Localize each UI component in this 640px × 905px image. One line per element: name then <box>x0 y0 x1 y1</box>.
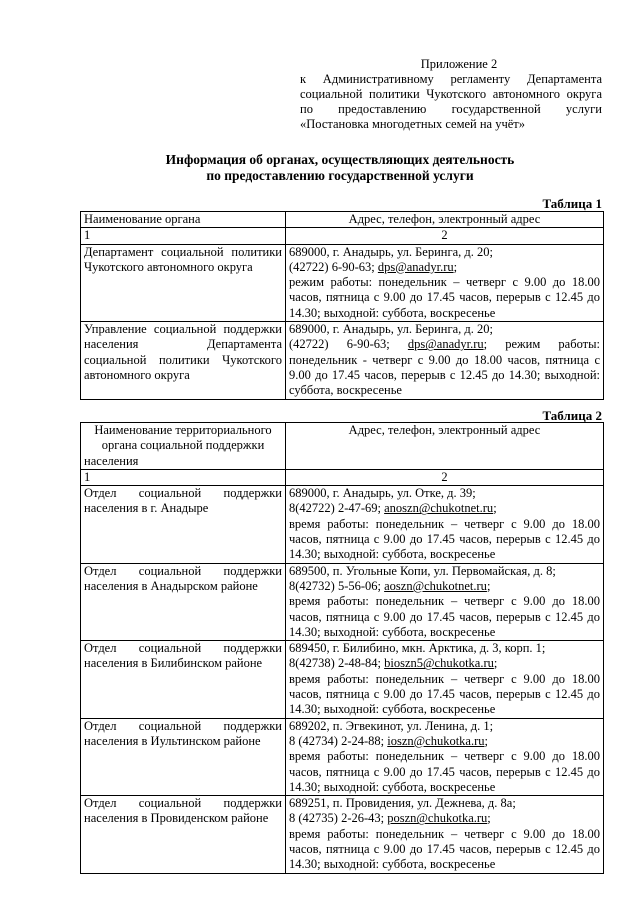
appendix-line: социальной политики Чукотского автономного округа <box>300 87 602 101</box>
organ-name: Отдел социальной поддержки населения в Билибинском районе <box>81 641 286 718</box>
table2-caption: Таблица 2 <box>542 408 602 423</box>
organ-contacts <box>286 563 604 640</box>
address: 689202, п. Эгвекинот, ул. Ленина, д. 1; <box>289 718 494 733</box>
table-header-row <box>81 212 604 228</box>
table-row <box>81 322 604 399</box>
column-header: Наименование территориального органа социальной поддержки населения <box>81 423 286 470</box>
column-header: Адрес, телефон, электронный адрес <box>286 423 604 470</box>
address: 689450, г. Билибино, мкн. Арктика, д. 3, корп. 1; <box>289 641 546 656</box>
email-link[interactable]: anoszn@chukotnet.ru <box>384 501 494 516</box>
organ-name: Отдел социальной поддержки населения в г. Анадыре <box>81 486 286 563</box>
table2 <box>80 422 604 874</box>
table-row <box>81 244 604 321</box>
title-line: по предоставлению государственной услуги <box>206 168 474 183</box>
address: 689000, г. Анадырь, ул. Беринга, д. 20; <box>289 244 493 259</box>
appendix-line: по предоставлению государственной услуги <box>300 102 602 116</box>
organ-contacts <box>286 796 604 873</box>
table-header-row <box>81 423 604 470</box>
phone: 8(42738) 2-48-84; <box>289 656 385 671</box>
document-title <box>80 152 600 184</box>
phone-email-line: (42722) 6-90-63; dps@anadyr.ru; <box>289 259 458 274</box>
table-row <box>81 796 604 873</box>
working-hours: режим работы: понедельник – четверг с 9.00 до 18.00 часов, пятница с 9.00 до 17.45 часов, перерыв с 12.45 до 14.30; выходной: суббота, воскресенье <box>289 275 600 320</box>
appendix-line: к Административному регламенту Департамента <box>300 72 602 86</box>
address: 689000, г. Анадырь, ул. Беринга, д. 20; <box>289 322 493 337</box>
table-row <box>81 718 604 795</box>
address: 689251, п. Провидения, ул. Дежнева, д. 8а; <box>289 796 516 811</box>
email-link[interactable]: aoszn@chukotnet.ru <box>384 578 487 593</box>
organ-name: Отдел социальной поддержки населения в Анадырском районе <box>81 563 286 640</box>
phone: 8 (42735) 2-26-43; <box>289 811 388 826</box>
email-link[interactable]: ioszn@chukotka.ru <box>387 733 485 748</box>
working-hours: время работы: понедельник – четверг с 9.00 до 18.00 часов, пятница с 9.00 до 17.45 часов, перерыв с 12.45 до 14.30; выходной: суббота, воскресенье <box>289 671 600 717</box>
column-header: Адрес, телефон, электронный адрес <box>286 212 604 228</box>
address: 689000, г. Анадырь, ул. Отке, д. 39; <box>289 486 476 501</box>
organ-name: Отдел социальной поддержки населения в Провиденском районе <box>81 796 286 873</box>
organ-contacts <box>286 718 604 795</box>
phone: 8 (42734) 2-24-88; <box>289 733 388 748</box>
phone: (42722) 6-90-63; <box>289 259 378 274</box>
column-number: 2 <box>286 228 604 244</box>
table-row <box>81 486 604 563</box>
phone-email-line: 8(42738) 2-48-84; bioszn5@chukotka.ru; <box>289 656 498 671</box>
phone-email-hours: (42722) 6-90-63; dps@anadyr.ru; режим работы: понедельник - четверг с 9.00 до 18.00 часов, пятница с 9.00 до 17.45 часов, перерыв с 12.45 до 14.30; выходной: суббота, воскресенье <box>289 337 600 398</box>
organ-contacts <box>286 486 604 563</box>
organ-contacts <box>286 244 604 321</box>
table1-caption: Таблица 1 <box>542 196 602 211</box>
column-number: 1 <box>81 228 286 244</box>
appendix-line: «Постановка многодетных семей на учёт» <box>300 117 526 131</box>
table-row <box>81 641 604 718</box>
phone: 8(42732) 5-56-06; <box>289 578 385 593</box>
organ-name: Отдел социальной поддержки населения в Иультинском районе <box>81 718 286 795</box>
column-number: 1 <box>81 469 286 485</box>
address: 689500, п. Угольные Копи, ул. Первомайская, д. 8; <box>289 563 556 578</box>
email-link[interactable]: bioszn5@chukotka.ru <box>384 656 494 671</box>
table-number-row <box>81 469 604 485</box>
appendix-heading: Приложение 2 <box>420 57 498 71</box>
email-link[interactable]: poszn@chukotka.ru <box>387 811 488 826</box>
column-number: 2 <box>286 469 604 485</box>
organ-name: Управление социальной поддержки населения Департамента социальной политики Чукотского автономного округа <box>81 322 286 399</box>
table-number-row <box>81 228 604 244</box>
working-hours: время работы: понедельник – четверг с 9.00 до 18.00 часов, пятница с 9.00 до 17.45 часов, перерыв с 12.45 до 14.30; выходной: суббота, воскресенье <box>289 594 600 639</box>
appendix-block <box>300 57 602 132</box>
title-line: Информация об органах, осуществляющих деятельность <box>165 152 515 167</box>
working-hours: режим работы: понедельник - четверг с 9.00 до 18.00 часов, пятница с 9.00 до 17.45 часов, перерыв с 12.45 до 14.30; выходной: суббота, воскресенье <box>289 337 600 398</box>
email-link[interactable]: dps@anadyr.ru <box>377 259 454 274</box>
organ-contacts <box>286 322 604 399</box>
table1 <box>80 211 604 400</box>
phone-email-line: 8(42722) 2-47-69; anoszn@chukotnet.ru; <box>289 501 497 516</box>
column-header: Наименование органа <box>81 212 286 228</box>
organ-contacts <box>286 641 604 718</box>
working-hours: время работы: понедельник – четверг с 9.00 до 18.00 часов, пятница с 9.00 до 17.45 часов, перерыв с 12.45 до 14.30; выходной: суббота, воскресенье <box>289 516 600 562</box>
phone: (42722) 6-90-63; <box>289 337 408 352</box>
organ-name: Департамент социальной политики Чукотского автономного округа <box>81 244 286 321</box>
phone-email-line: 8 (42735) 2-26-43; poszn@chukotka.ru; <box>289 811 491 826</box>
phone: 8(42722) 2-47-69; <box>289 501 385 516</box>
working-hours: время работы: понедельник – четверг с 9.00 до 18.00 часов, пятница с 9.00 до 17.45 часов, перерыв с 12.45 до 14.30; выходной: суббота, воскресенье <box>289 749 600 794</box>
email-link[interactable]: dps@anadyr.ru <box>407 337 484 352</box>
phone-email-line: 8(42732) 5-56-06; aoszn@chukotnet.ru; <box>289 578 491 593</box>
table-row <box>81 563 604 640</box>
working-hours: время работы: понедельник – четверг с 9.00 до 18.00 часов, пятница с 9.00 до 17.45 часов, перерыв с 12.45 до 14.30; выходной: суббота, воскресенье <box>289 826 600 872</box>
phone-email-line: 8 (42734) 2-24-88; ioszn@chukotka.ru; <box>289 733 488 748</box>
